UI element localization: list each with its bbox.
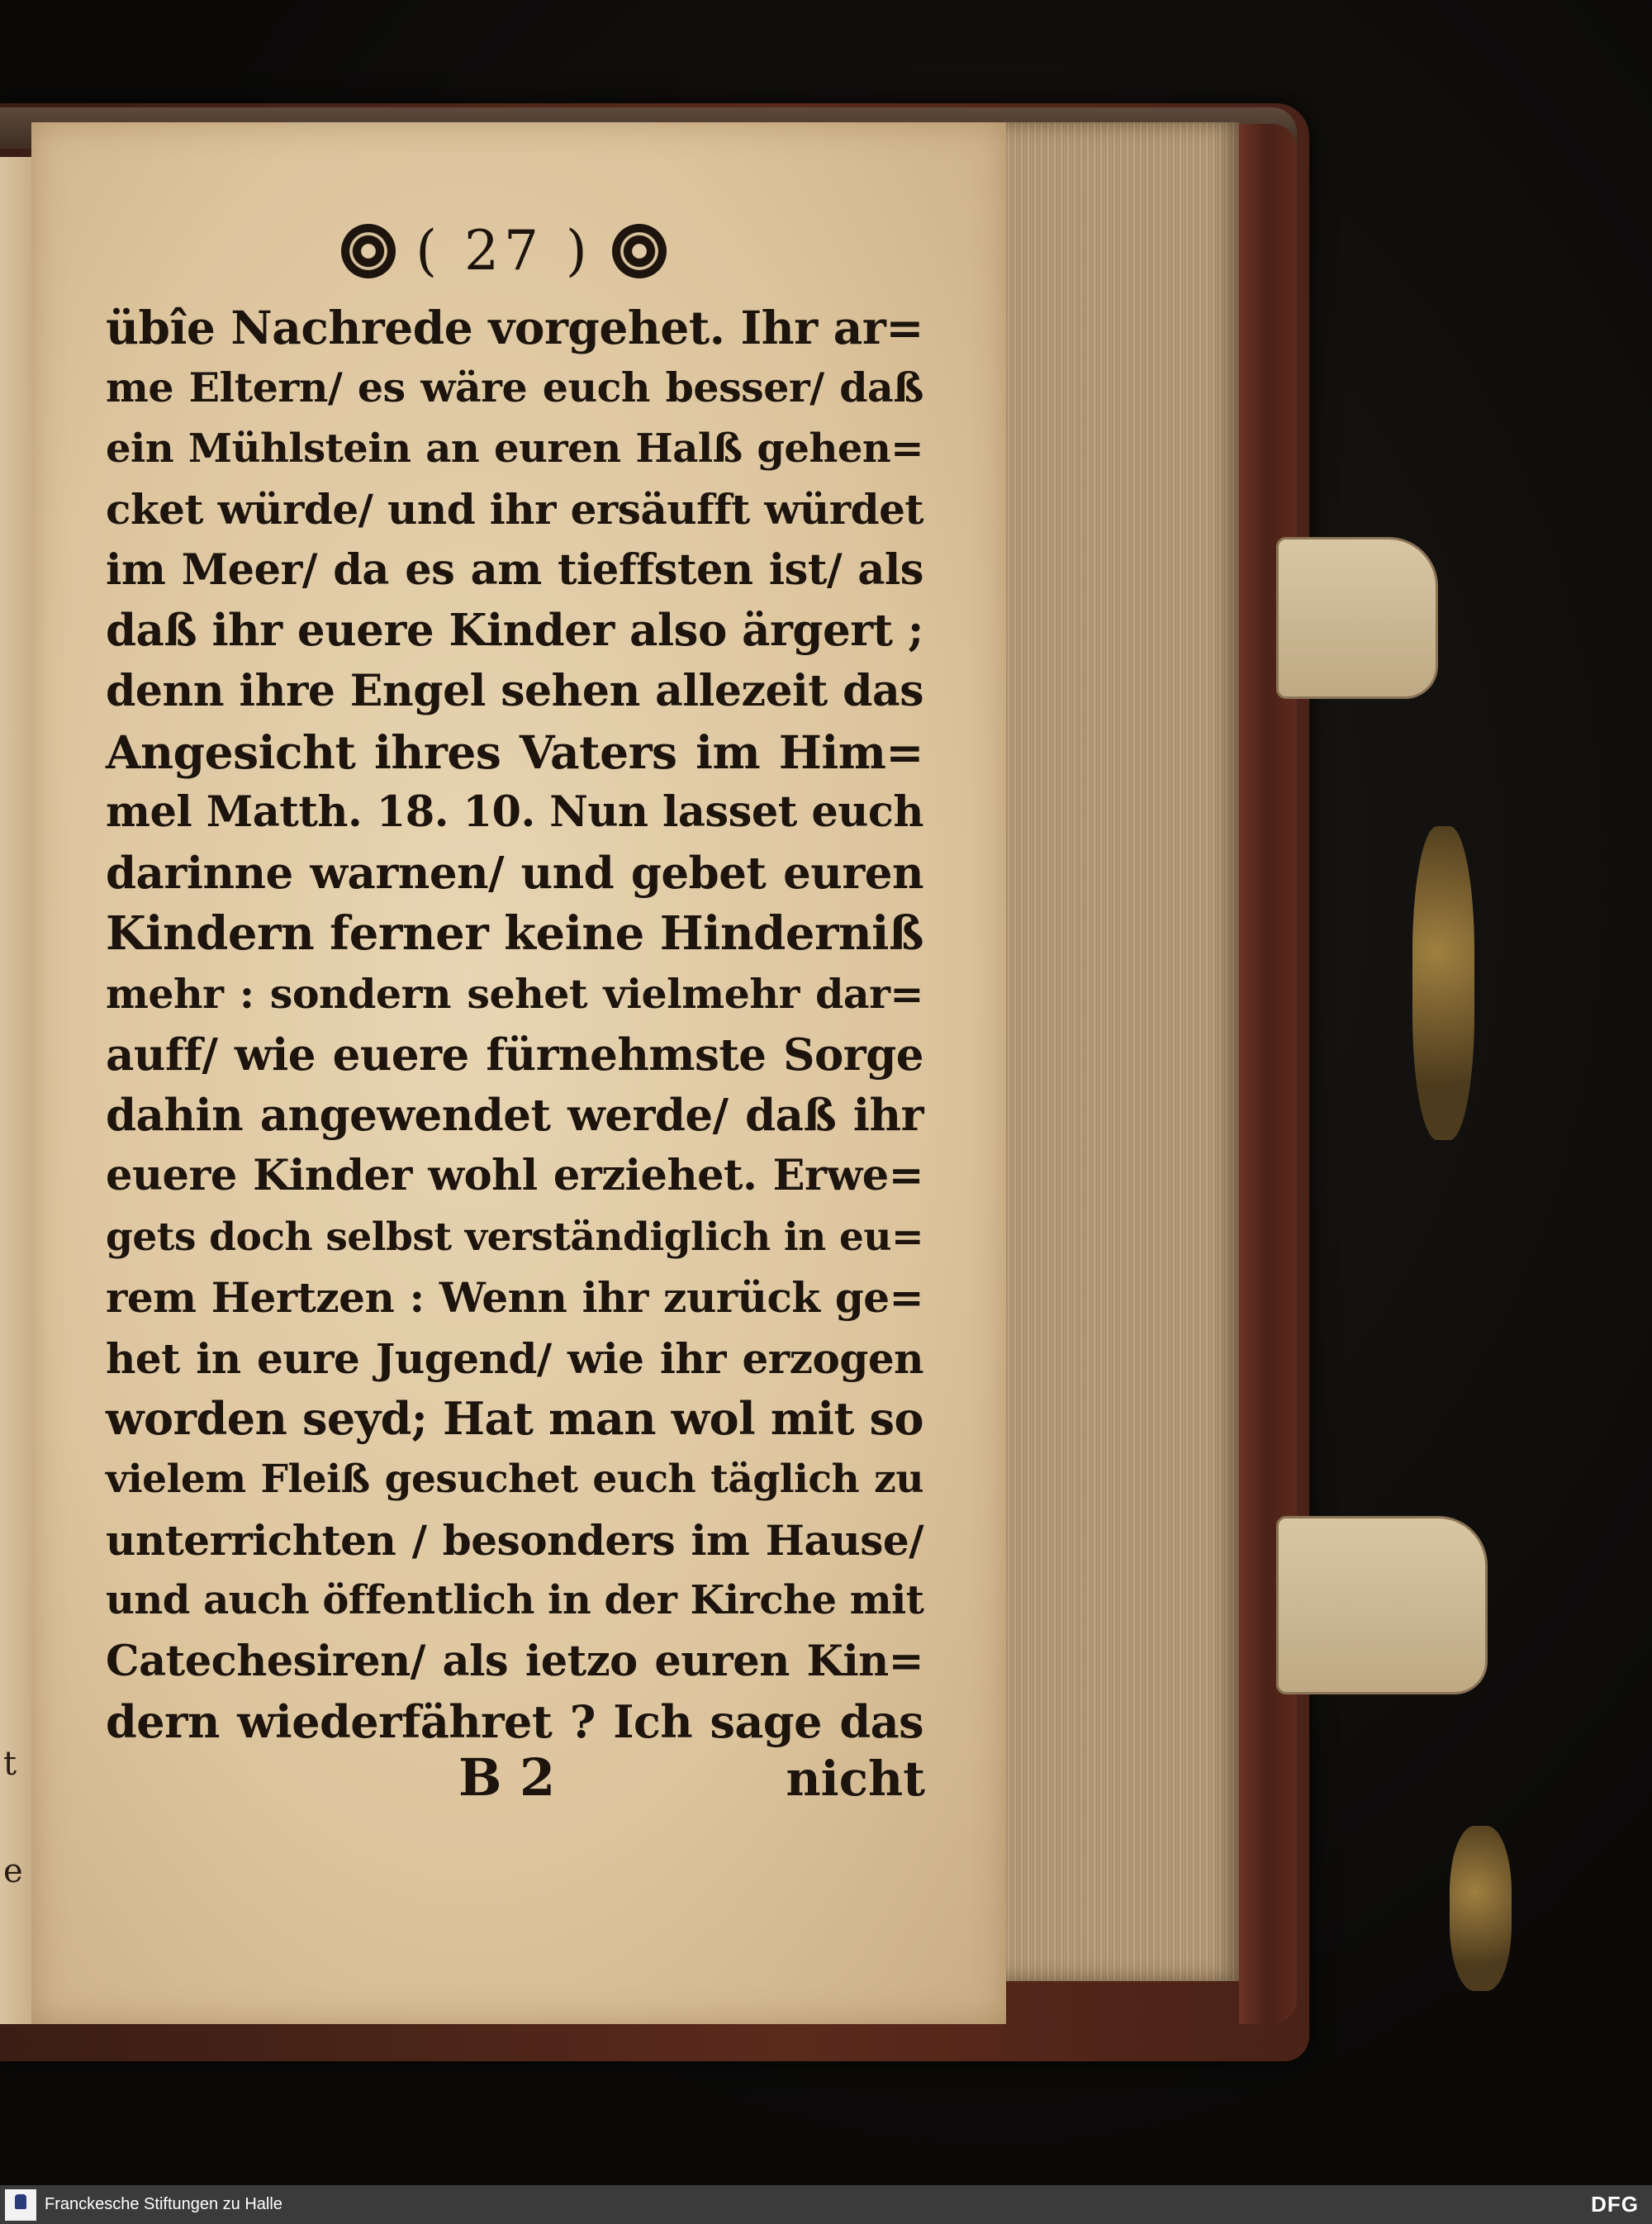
text-line: gets doch selbst verständiglich in eu=	[106, 1214, 923, 1260]
text-line: mehr : sondern sehet vielmehr dar=	[106, 970, 923, 1019]
institution-name: Franckesche Stiftungen zu Halle	[45, 2195, 282, 2213]
text-line: worden seyd; Hat man wol mit so	[106, 1392, 923, 1446]
page-footer	[458, 1747, 925, 1808]
left-page-glyphs	[3, 1710, 28, 1925]
credit-left	[5, 2189, 282, 2221]
clasp-metal-bottom	[1450, 1826, 1512, 1991]
ornament-right-icon	[612, 224, 667, 278]
page-edges	[991, 122, 1239, 1981]
text-line: dahin angewendet werde/ daß ihr	[106, 1090, 923, 1142]
page-header	[330, 219, 677, 283]
left-facing-page	[0, 157, 33, 2024]
text-line: rem Hertzen : Wenn ihr zurück ge=	[106, 1273, 923, 1323]
left-glyph: t	[3, 1745, 17, 1783]
ornament-left-icon	[341, 224, 396, 278]
text-line: Kindern ferner keine Hinderniß	[106, 905, 923, 961]
book-spine	[1239, 124, 1297, 2024]
text-line: daß ihr euere Kinder also ärgert ;	[106, 604, 923, 656]
text-line: unterrichten / besonders im Hause/	[106, 1515, 923, 1565]
credit-bar	[0, 2185, 1652, 2224]
page-number: ( 27 )	[415, 219, 592, 283]
text-line: me Eltern/ es wäre euch besser/ daß	[106, 364, 923, 412]
institution-logo-icon	[5, 2189, 36, 2221]
text-line: und auch öffentlich in der Kirche mit	[106, 1577, 924, 1624]
clasp-strap-top	[1276, 537, 1438, 699]
text-line: Angesicht ihres Vaters im Him=	[106, 725, 923, 779]
dfg-logo: DFG	[1591, 2192, 1639, 2217]
text-line: darinne warnen/ und gebet euren	[106, 847, 923, 899]
clasp-strap-bottom	[1276, 1516, 1488, 1694]
text-line: vielem Fleiß gesuchet euch täglich zu	[106, 1457, 923, 1503]
text-line: dern wiederfähret ? Ich sage das	[106, 1694, 923, 1748]
text-line: auff/ wie euere fürnehmste Sorge	[106, 1029, 923, 1081]
text-line: euere Kinder wohl erziehet. Erwe=	[106, 1151, 923, 1201]
text-line: übîe Nachrede vorgehet. Ihr ar=	[106, 301, 923, 354]
signature-mark: B 2	[458, 1747, 556, 1808]
left-glyph: e	[3, 1852, 23, 1890]
text-line: ein Mühlstein an euren Halß gehen=	[106, 425, 923, 472]
page-text	[106, 297, 923, 1752]
text-line: Catechesiren/ als ietzo euren Kin=	[106, 1636, 923, 1686]
text-line: denn ihre Engel sehen allezeit das	[106, 666, 923, 717]
text-line: im Meer/ da es am tieffsten ist/ als	[106, 544, 923, 595]
text-line: het in eure Jugend/ wie ihr erzogen	[106, 1333, 923, 1383]
text-line: mel Matth. 18. 10. Nun lasset euch	[106, 787, 923, 838]
clasp-metal-top	[1412, 826, 1474, 1140]
catchword: nicht	[786, 1751, 925, 1807]
text-line: cket würde/ und ihr ersäufft würdet	[106, 485, 923, 535]
